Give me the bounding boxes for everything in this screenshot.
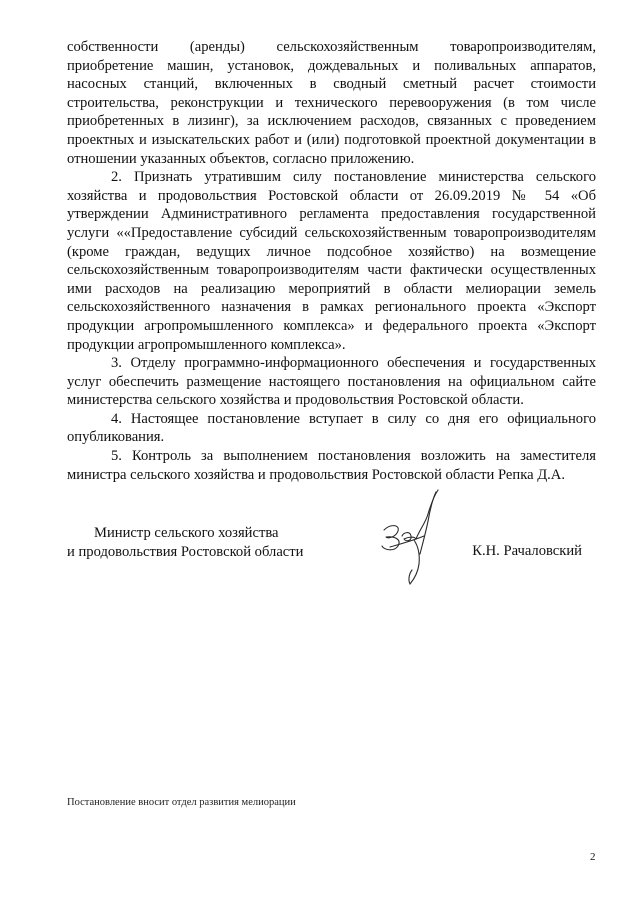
signatory-name: К.Н. Рачаловский xyxy=(472,543,582,559)
signature-block xyxy=(67,524,596,584)
paragraph-item-5: 5. Контроль за выполнением постановления возложить на заместителя министра сельского хозяйства и продовольствия Ростовской области Репка Д.А. xyxy=(67,448,596,483)
paragraph-item-3: 3. Отделу программно-информационного обеспечения и государственных услуг обеспечить размещение настоящего постановления на официальном сайте министерства сельского хозяйства и продовольствия Ростовской области. xyxy=(67,355,596,409)
signatory-title-line-2: и продовольствия Ростовской области xyxy=(67,543,304,560)
page-number: 2 xyxy=(590,851,596,863)
paragraph-item-2: 2. Признать утратившим силу постановление министерства сельского хозяйства и продовольствия Ростовской области от 26.09.2019 № 54 «Об утверждении Административного регламента предоставления государственной услуги ««Предоставление субсидий сельскохозяйственным товаропроизводителям (кроме граждан, ведущих личное подсобное хозяйство) на возмещение сельскохозяйственным товаропроизводителям части фактически осуществленных ими расходов на реализацию мероприятий в области мелиорации земель сельскохозяйственного назначения в рамках регионального проекта «Экспорт продукции агропромышленного комплекса» и федерального проекта «Экспорт продукции агропромышленного комплекса». xyxy=(67,169,596,353)
paragraph-continuation: собственности (аренды) сельскохозяйственным товаропроизводителям, приобретение машин, установок, дождевальных и поливальных аппаратов, насосных станций, включенных в сводный сметный расчет стоимости строительства, реконструкции и технического перевооружения (в том числе приобретенных в лизинг), за исключением расходов, связанных с проведением проектных и изыскательских работ и (или) подготовкой проектной документации в отношении указанных объектов, согласно приложению. xyxy=(67,39,596,167)
document-body xyxy=(67,38,596,484)
signatory-title-line-1: Министр сельского хозяйства xyxy=(94,525,279,541)
paragraph-item-4: 4. Настоящее постановление вступает в силу со дня его официального опубликования. xyxy=(67,410,596,446)
handwritten-signature xyxy=(370,484,460,594)
footer-note: Постановление вносит отдел развития мелиорации xyxy=(67,797,296,808)
signatory-title xyxy=(67,524,367,561)
